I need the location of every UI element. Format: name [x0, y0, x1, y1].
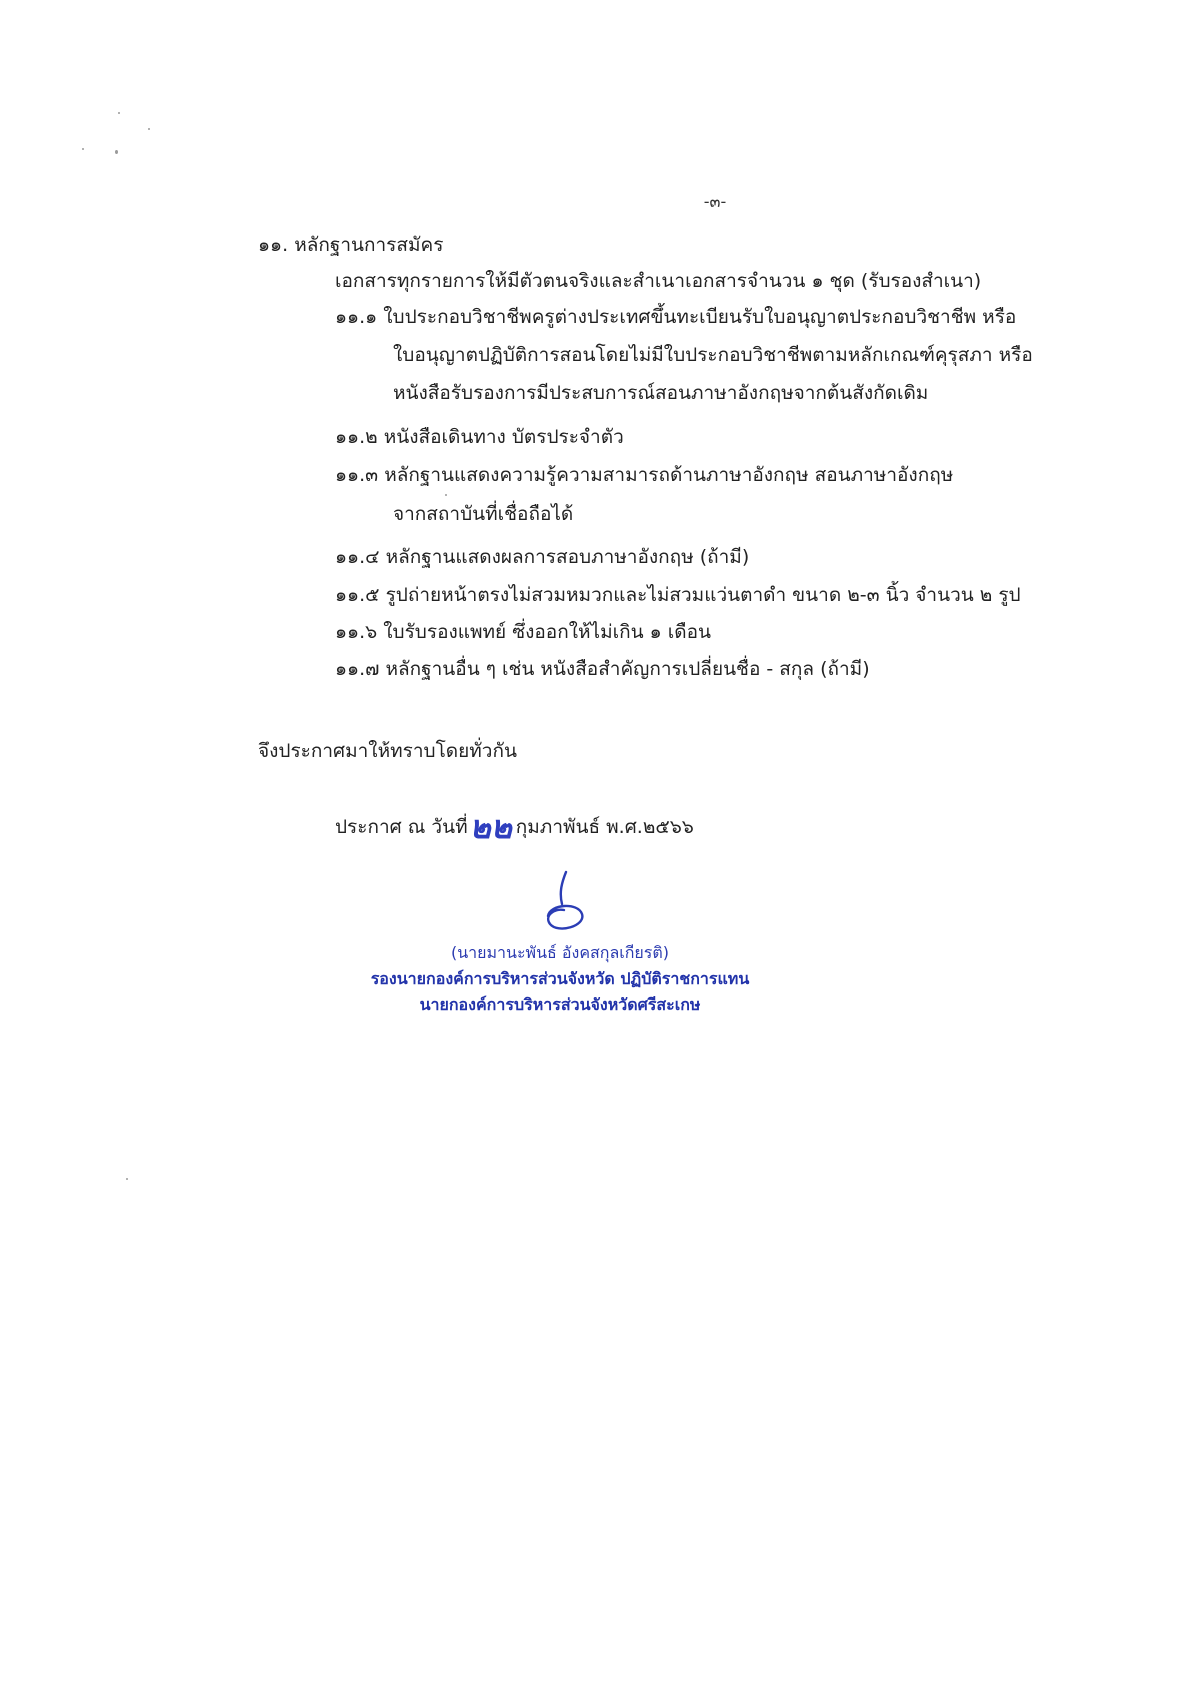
list-item: ๑๑.๗ หลักฐานอื่น ๆ เช่น หนังสือสำคัญการเปลี่ยนชื่อ - สกุล (ถ้ามี)	[335, 658, 870, 680]
scan-speck	[445, 494, 447, 496]
scan-speck	[126, 1178, 128, 1180]
scan-speck	[115, 150, 118, 154]
signatory-title: รองนายกองค์การบริหารส่วนจังหวัด ปฏิบัติราชการแทน	[370, 969, 750, 988]
list-item-continuation: จากสถาบันที่เชื่อถือได้	[393, 503, 574, 525]
date-prefix: ประกาศ ณ วันที่	[335, 816, 468, 838]
section-intro: เอกสารทุกรายการให้มีตัวตนจริงและสำเนาเอกสารจำนวน ๑ ชุด (รับรองสำเนา)	[335, 270, 982, 292]
list-item: ๑๑.๑ ใบประกอบวิชาชีพครูต่างประเทศขึ้นทะเบียนรับใบอนุญาตประกอบวิชาชีพ หรือ	[335, 306, 1017, 328]
scan-speck	[82, 148, 84, 150]
section-heading: ๑๑. หลักฐานการสมัคร	[258, 234, 444, 256]
list-item: ๑๑.๕ รูปถ่ายหน้าตรงไม่สวมหมวกและไม่สวมแว่นตาดำ ขนาด ๒-๓ นิ้ว จำนวน ๒ รูป	[335, 584, 1021, 606]
handwritten-signature	[528, 868, 598, 938]
announcement-date	[335, 808, 694, 846]
list-item-continuation: หนังสือรับรองการมีประสบการณ์สอนภาษาอังกฤษจากต้นสังกัดเดิม	[393, 382, 929, 404]
signatory-organization: นายกองค์การบริหารส่วนจังหวัดศรีสะเกษ	[419, 995, 701, 1014]
closing-statement: จึงประกาศมาให้ทราบโดยทั่วกัน	[258, 740, 517, 762]
date-day-handwritten: ๒๒	[469, 808, 512, 846]
list-item-continuation: ใบอนุญาตปฏิบัติการสอนโดยไม่มีใบประกอบวิชาชีพตามหลักเกณฑ์คุรุสภา หรือ	[393, 344, 1033, 366]
scan-speck	[148, 128, 150, 130]
date-month-year: กุมภาพันธ์ พ.ศ.๒๕๖๖	[515, 816, 694, 838]
page-number: -๓-	[703, 192, 727, 211]
list-item: ๑๑.๔ หลักฐานแสดงผลการสอบภาษาอังกฤษ (ถ้ามี)	[335, 546, 750, 568]
list-item: ๑๑.๒ หนังสือเดินทาง บัตรประจำตัว	[335, 426, 624, 448]
list-item: ๑๑.๓ หลักฐานแสดงความรู้ความสามารถด้านภาษาอังกฤษ สอนภาษาอังกฤษ	[335, 464, 954, 486]
list-item: ๑๑.๖ ใบรับรองแพทย์ ซึ่งออกให้ไม่เกิน ๑ เดือน	[335, 621, 711, 643]
signatory-name: (นายมานะพันธ์ อังคสกุลเกียรติ)	[450, 943, 670, 962]
scan-speck	[118, 112, 120, 114]
signatory-block	[300, 940, 820, 1018]
